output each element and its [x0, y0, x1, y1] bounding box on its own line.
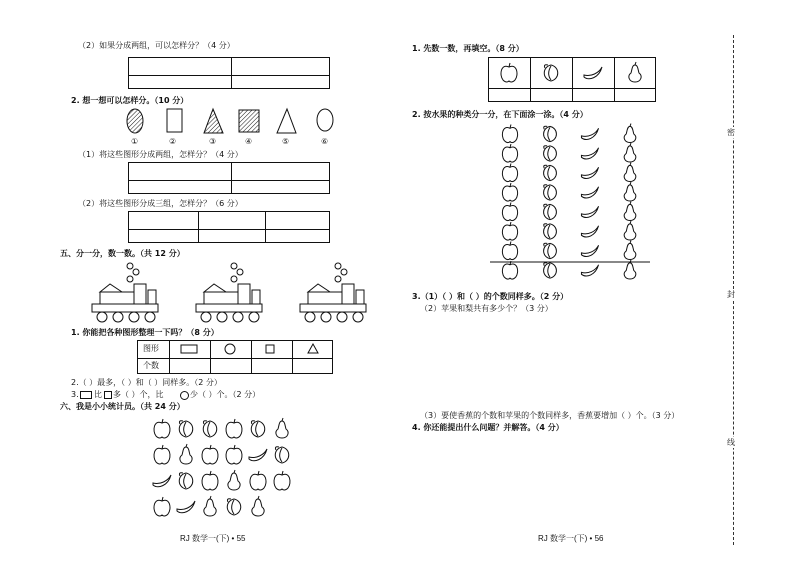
shape-oval-hatched [127, 109, 143, 133]
apple-icon [502, 144, 517, 162]
peach-icon [544, 204, 557, 219]
train-3 [300, 263, 366, 322]
fruit-pile [150, 415, 290, 525]
apple-icon [202, 471, 218, 490]
pear-icon [624, 260, 636, 279]
pear-icon [204, 496, 216, 516]
banana-icon [581, 206, 598, 217]
train-2 [196, 263, 262, 322]
shape-label: ③ [209, 137, 217, 146]
shape-label: ⑤ [282, 137, 290, 146]
right-q1-title: 1. 先数一数，再填空。（8 分） [412, 44, 524, 53]
peach-icon [544, 263, 557, 278]
banana-icon [581, 245, 598, 256]
apple-icon [250, 471, 266, 490]
apple-icon [502, 222, 517, 240]
right-q3-sub3: （3）要使香蕉的个数和苹果的个数同样多，香蕉要增加（ ）个。（3 分） [420, 411, 680, 420]
section5-title: 五、分一分，数一数。（共 12 分） [60, 249, 185, 258]
shape-oval [317, 109, 333, 131]
pear-icon [629, 62, 641, 82]
q2-part1-text: （1）将这些图形分成两组，怎样分？（4 分） [78, 150, 243, 159]
footer-page-56: RJ 数学一(下) • 56 [538, 534, 604, 543]
square-icon [266, 345, 274, 353]
section5-q3-c: 多（ ）个，比 [113, 390, 164, 399]
circle-icon [225, 344, 235, 354]
pear-icon [624, 124, 636, 143]
train-1 [92, 263, 158, 322]
right-q3-sub2: （2）苹果和梨共有多少个？（3 分） [420, 304, 553, 313]
shape-square-hatched [239, 110, 259, 132]
section5-q2: 2.（ ）最多，（ ）和（ ）同样多。（2 分） [71, 378, 222, 387]
apple-icon [154, 419, 170, 438]
shape-triangle-hatched [204, 109, 223, 133]
apple-icon [502, 183, 517, 201]
apple-icon [502, 261, 517, 279]
apple-icon [502, 164, 517, 182]
banana-icon [581, 265, 598, 276]
apple-icon [501, 63, 517, 82]
table-header-count: 个数 [143, 361, 159, 370]
pear-icon [180, 444, 192, 464]
peach-icon [544, 185, 557, 200]
pear-icon [624, 163, 636, 182]
banana-icon [581, 187, 598, 198]
rectangle-icon [181, 345, 197, 353]
apple-icon [274, 471, 290, 490]
banana-icon [177, 501, 195, 513]
apple-icon [502, 242, 517, 260]
shape-triangle [277, 109, 296, 133]
apple-icon [226, 419, 242, 438]
shape-label: ① [131, 137, 139, 146]
right-q4-title: 4. 你还能提出什么问题？并解答。（4 分） [412, 423, 564, 432]
pear-icon [624, 241, 636, 260]
section5-q1: 1. 你能把各种图形整理一下吗？（8 分） [71, 328, 219, 337]
section5-q3-a: 3. [71, 390, 79, 399]
apple-icon [502, 125, 517, 143]
section6-title: 六、我是小小统计员。（共 24 分） [60, 402, 185, 411]
section5-q3-d: 少（ ）个。（2 分） [190, 390, 261, 399]
answer-grid-part1[interactable] [128, 162, 330, 194]
peach-icon [251, 421, 265, 437]
shape-label: ② [169, 137, 177, 146]
rect-small-icon [80, 391, 92, 399]
binding-char: 封 [727, 290, 735, 299]
peach-icon [544, 165, 557, 180]
square-small-icon [104, 391, 112, 399]
peach-icon [179, 421, 193, 437]
train-pictures [90, 262, 370, 324]
shape-label: ④ [245, 137, 253, 146]
shape-label: ⑥ [321, 137, 329, 146]
apple-icon [502, 203, 517, 221]
pear-icon [228, 470, 240, 490]
circle-small-icon [180, 391, 189, 400]
right-q3-title: 3.（1）（ ）和（ ）的个数同样多。（2 分） [412, 292, 569, 301]
peach-icon [227, 499, 241, 515]
pear-icon [252, 496, 264, 516]
shapes-row [120, 106, 340, 136]
pear-icon [276, 418, 288, 438]
peach-icon [179, 473, 193, 489]
banana-icon [581, 128, 598, 139]
peach-icon [544, 146, 557, 161]
q2-part2-text: （2）将这些图形分成三组，怎样分？（6 分） [78, 199, 243, 208]
apple-icon [154, 445, 170, 464]
apple-icon [202, 445, 218, 464]
apple-icon [226, 445, 242, 464]
banana-icon [249, 449, 267, 461]
banana-icon [581, 226, 598, 237]
peach-icon [544, 243, 557, 258]
fruit-header-icons [488, 57, 656, 87]
pear-icon [624, 202, 636, 221]
footer-page-55: RJ 数学一(下) • 55 [180, 534, 246, 543]
table-shape-icons [137, 340, 333, 357]
shape-rectangle [167, 109, 182, 132]
banana-icon [581, 167, 598, 178]
peach-icon [544, 126, 557, 141]
binding-char: 线 [727, 438, 735, 447]
right-q2-title: 2. 按水果的种类分一分，在下面涂一涂。（4 分） [412, 110, 588, 119]
binding-char: 密 [727, 128, 735, 137]
banana-icon [153, 475, 171, 487]
pear-icon [624, 182, 636, 201]
banana-icon [581, 148, 598, 159]
pear-icon [624, 143, 636, 162]
banana-icon [584, 67, 602, 79]
apple-icon [154, 497, 170, 516]
table-header-shape: 图形 [143, 344, 159, 353]
answer-grid-two-groups[interactable] [128, 57, 330, 89]
peach-icon [203, 421, 217, 437]
fruit-coloring-columns[interactable] [490, 122, 650, 292]
peach-icon [544, 224, 557, 239]
answer-grid-part2[interactable] [128, 211, 330, 243]
pear-icon [624, 221, 636, 240]
q2-sub2-text: （2）如果分成两组，可以怎样分？（4 分） [78, 41, 235, 50]
section5-q3-b: 比 [94, 390, 102, 399]
peach-icon [275, 447, 289, 463]
triangle-icon [308, 344, 318, 353]
q2-title: 2. 想一想可以怎样分。（10 分） [71, 96, 189, 105]
peach-icon [544, 65, 558, 81]
